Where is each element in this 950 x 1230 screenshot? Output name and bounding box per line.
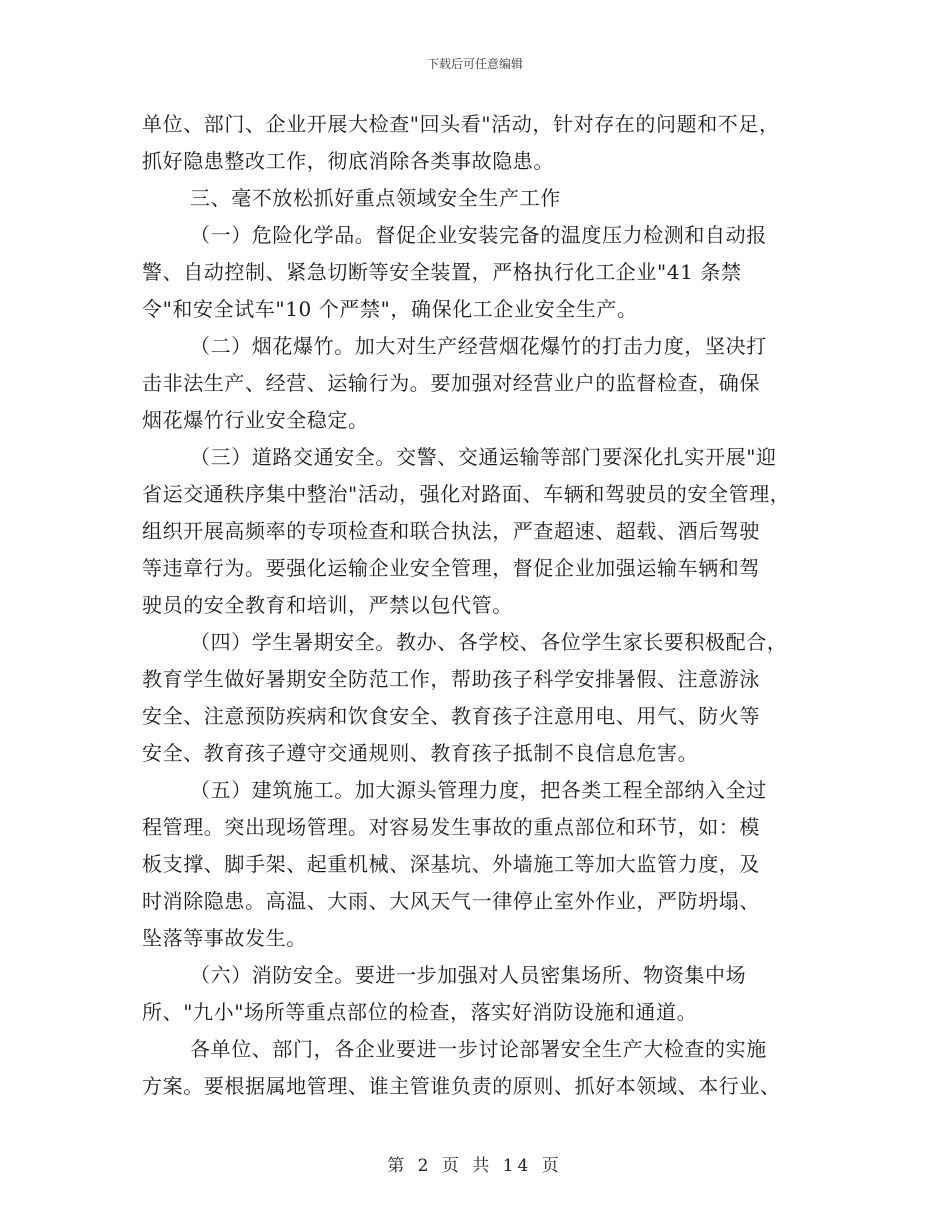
text-line: （二）烟花爆竹。加大对生产经营烟花爆竹的打击力度，坚决打 [190,334,767,358]
text-line: 烟花爆竹行业安全稳定。 [142,408,369,432]
text-line: （四）学生暑期安全。教办、各学校、各位学生家长要积极配合， [190,630,788,654]
text-line: 安全、注意预防疾病和饮食安全、教育孩子注意用电、用气、防火等 [142,704,760,728]
text-line: 时消除隐患。高温、大雨、大风天气一律停止室外作业，严防坍塌、 [142,889,760,913]
text-line: 三、毫不放松抓好重点领域安全生产工作 [190,186,561,210]
text-line: （一）危险化学品。督促企业安装完备的温度压力检测和自动报 [190,223,767,247]
text-line: 所、"九小"场所等重点部位的检查，落实好消防设施和通道。 [142,1000,698,1024]
text-line: （三）道路交通安全。交警、交通运输等部门要深化扎实开展"迎 [190,445,777,469]
text-line: 教育学生做好暑期安全防范工作，帮助孩子科学安排暑假、注意游泳 [142,667,760,691]
document-body [142,106,822,1105]
text-line: 方案。要根据属地管理、谁主管谁负责的原则、抓好本领域、本行业、 [142,1074,781,1098]
text-line: （五）建筑施工。加大源头管理力度，把各类工程全部纳入全过 [190,778,767,802]
text-line: （六）消防安全。要进一步加强对人员密集场所、物资集中场 [190,963,747,987]
page-footer: 第 2 页 共 14 页 [387,1156,563,1176]
text-line: 坠落等事故发生。 [142,926,307,950]
text-line: 击非法生产、经营、运输行为。要加强对经营业户的监督检查，确保 [142,371,760,395]
text-line: 各单位、部门，各企业要进一步讨论部署安全生产大检查的实施 [190,1037,767,1061]
text-line: 警、自动控制、紧急切断等安全装置，严格执行化工企业"41 条禁 [142,260,742,284]
text-line: 省运交通秩序集中整治"活动，强化对路面、车辆和驾驶员的安全管理， [142,482,791,506]
page-header: 下载后可任意编辑 [426,57,523,71]
text-line: 驶员的安全教育和培训，严禁以包代管。 [142,593,513,617]
text-line: 安全、教育孩子遵守交通规则、教育孩子抵制不良信息危害。 [142,741,699,765]
text-line: 板支撑、脚手架、起重机械、深基坑、外墙施工等加大监管力度，及 [142,852,760,876]
text-line: 令"和安全试车"10 个严禁"，确保化工企业安全生产。 [142,297,638,321]
text-line: 单位、部门、企业开展大检查"回头看"活动，针对存在的问题和不足， [142,112,780,136]
text-line: 组织开展高频率的专项检查和联合执法，严查超速、超载、酒后驾驶 [142,519,760,543]
text-line: 等违章行为。要强化运输企业安全管理，督促企业加强运输车辆和驾 [142,556,760,580]
text-line: 程管理。突出现场管理。对容易发生事故的重点部位和环节，如：模 [142,815,760,839]
text-line: 抓好隐患整改工作，彻底消除各类事故隐患。 [142,149,554,173]
